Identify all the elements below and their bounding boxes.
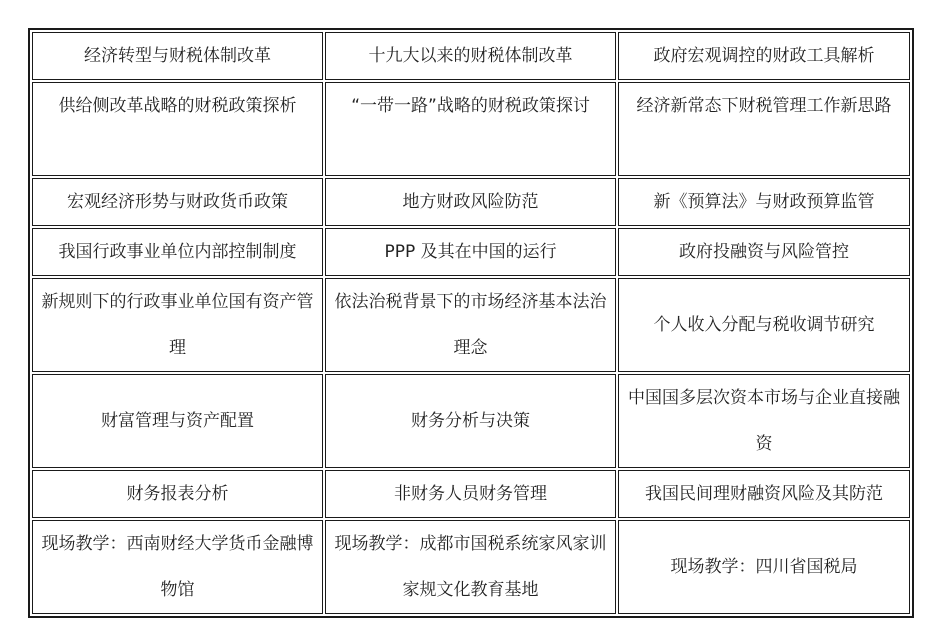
table-cell [325,82,616,176]
cell-text: 我国行政事业单位内部控制制度 [58,242,297,262]
cell-text: 宏观经济形势与财政货币政策 [67,192,289,212]
cell-text: 新规则下的行政事业单位国有资产管理 [41,292,314,358]
table-cell [618,228,910,276]
cell-text: 十九大以来的财税体制改革 [368,46,573,66]
table-cell [32,278,323,372]
cell-text: 供给侧改革战略的财税政策探析 [58,96,297,116]
table-cell [32,470,323,518]
table-row [32,470,910,518]
cell-text: 财务报表分析 [126,484,229,504]
cell-text: 非财务人员财务管理 [394,484,548,504]
cell-text: 依法治税背景下的市场经济基本法治理念 [334,292,607,358]
cell-text: 现场教学：成都市国税系统家风家训家规文化教育基地 [334,534,607,600]
table-row [32,228,910,276]
cell-text: PPP 及其在中国的运行 [384,242,557,262]
table-row [32,520,910,614]
table-cell [325,278,616,372]
table-cell [618,32,910,80]
cell-text: 现场教学：西南财经大学货币金融博物馆 [41,534,314,600]
table-cell [32,228,323,276]
table-cell [618,374,910,468]
table-cell [32,178,323,226]
table-row [32,178,910,226]
course-table [28,28,914,618]
cell-text: 经济转型与财税体制改革 [84,46,272,66]
table-row [32,278,910,372]
table-cell [325,228,616,276]
cell-text: 经济新常态下财税管理工作新思路 [636,96,892,116]
cell-text: 新《预算法》与财政预算监管 [653,192,875,212]
table-cell [618,470,910,518]
table-cell [618,82,910,176]
table-cell [618,178,910,226]
table-cell [32,32,323,80]
table-cell [618,520,910,614]
cell-text: 政府投融资与风险管控 [679,242,850,262]
cell-text: 财富管理与资产配置 [101,411,255,431]
table-cell [325,374,616,468]
table-cell [325,32,616,80]
table-row [32,32,910,80]
table-cell [32,82,323,176]
cell-text: 地方财政风险防范 [402,192,539,212]
table-cell [325,178,616,226]
table-row [32,374,910,468]
table-cell [325,470,616,518]
table-cell [32,374,323,468]
cell-text: 财务分析与决策 [411,411,531,431]
cell-text: 我国民间理财融资风险及其防范 [645,484,884,504]
table-row [32,82,910,176]
cell-text: 现场教学：四川省国税局 [670,557,858,577]
cell-text: “一带一路”战略的财税政策探讨 [351,96,590,116]
cell-text: 政府宏观调控的财政工具解析 [653,46,875,66]
table-cell [32,520,323,614]
table-cell [325,520,616,614]
table-cell [618,278,910,372]
cell-text: 中国国多层次资本市场与企业直接融资 [628,388,901,454]
cell-text: 个人收入分配与税收调节研究 [653,315,875,335]
